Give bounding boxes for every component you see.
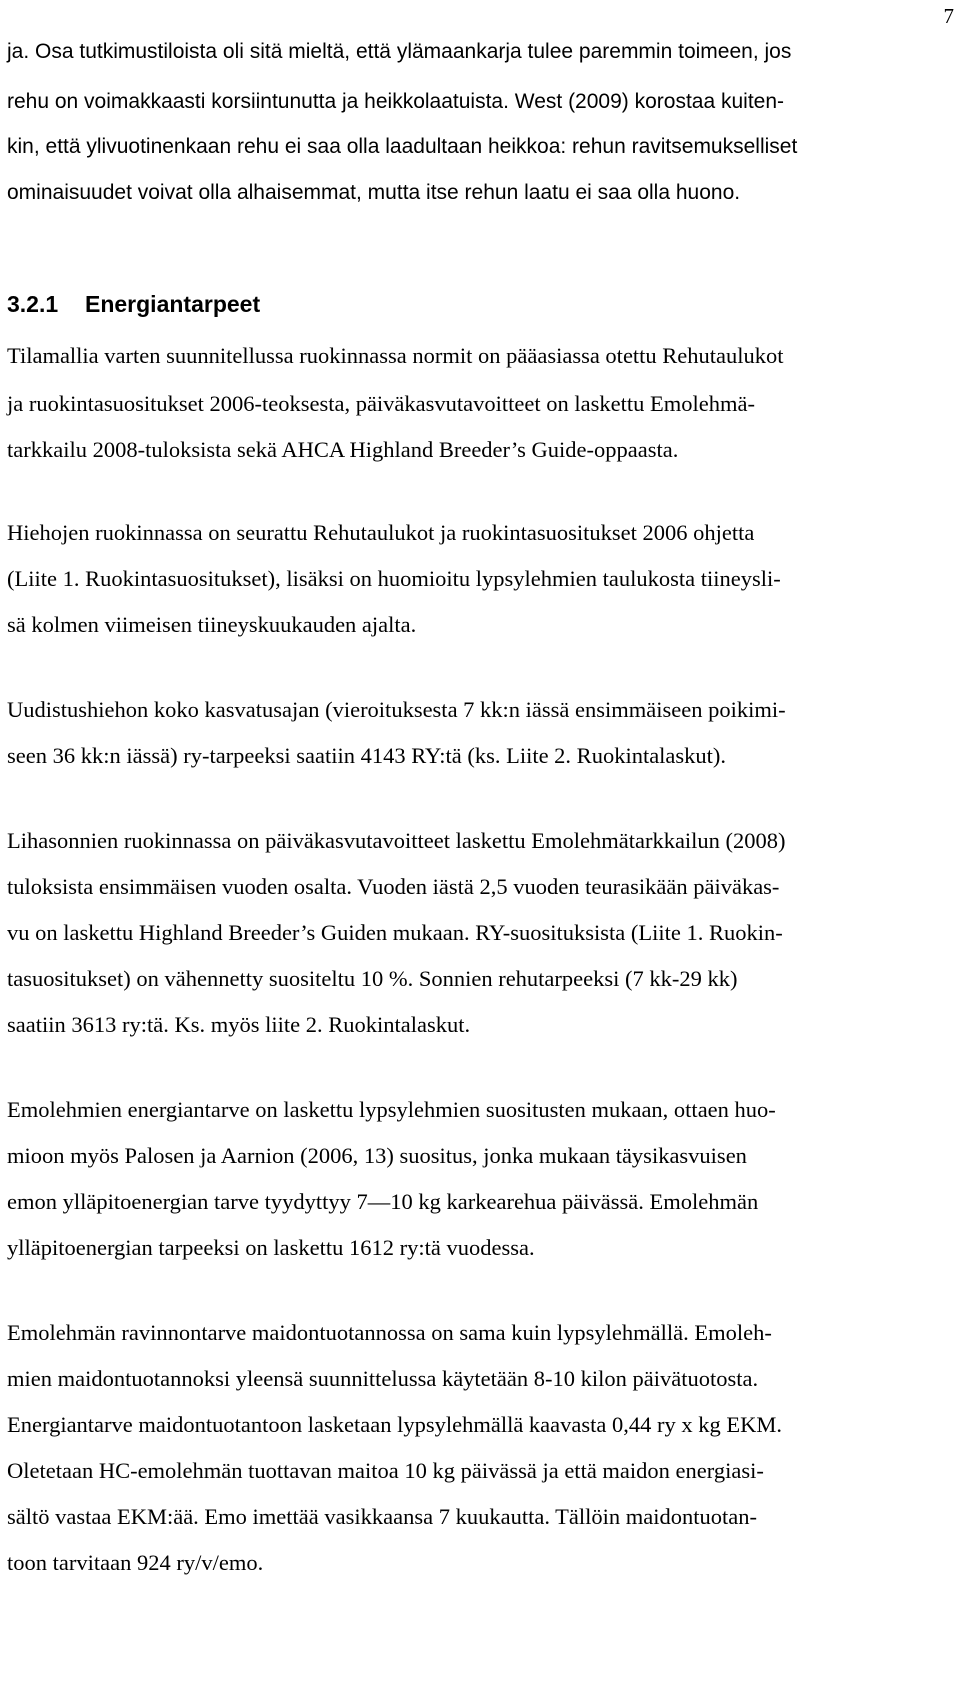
text-line: Emolehmän ravinnontarve maidontuotannossa on sama kuin lypsylehmällä. Emoleh- — [7, 1320, 772, 1345]
text-line: ja ruokintasuositukset 2006-teoksesta, päiväkasvutavoitteet on laskettu Emolehmä- — [7, 391, 755, 416]
text-line: Uudistushiehon koko kasvatusajan (vieroituksesta 7 kk:n iässä ensimmäiseen poikimi- — [7, 697, 786, 722]
text-line: ja. Osa tutkimustiloista oli sitä mieltä, että ylämaankarja tulee paremmin toimeen, jos — [7, 40, 792, 63]
section-heading — [7, 291, 260, 317]
text-line: toon tarvitaan 924 ry/v/emo. — [7, 1550, 264, 1575]
text-line: seen 36 kk:n iässä) ry-tarpeeksi saatiin 4143 RY:tä (ks. Liite 2. Ruokintalaskut). — [7, 743, 727, 768]
text-line: Energiantarve maidontuotantoon lasketaan lypsylehmällä kaavasta 0,44 ry x kg EKM. — [7, 1412, 782, 1437]
text-line: ylläpitoenergian tarpeeksi on laskettu 1612 ry:tä vuodessa. — [7, 1235, 535, 1260]
text-line: tasuositukset) on vähennetty suositeltu 10 %. Sonnien rehutarpeeksi (7 kk-29 kk) — [7, 966, 738, 991]
text-line: Lihasonnien ruokinnassa on päiväkasvutavoitteet laskettu Emolehmätarkkailun (2008) — [7, 828, 786, 853]
text-line: kin, että ylivuotinenkaan rehu ei saa olla laadultaan heikkoa: rehun ravitsemukselliset — [7, 135, 798, 158]
text-line: Tilamallia varten suunnitellussa ruokinnassa normit on pääasiassa otettu Rehutaulukot — [7, 343, 784, 368]
text-line: vu on laskettu Highland Breeder’s Guiden mukaan. RY-suosituksista (Liite 1. Ruokin- — [7, 920, 783, 945]
text-line: mioon myös Palosen ja Aarnion (2006, 13) suositus, jonka mukaan täysikasvuisen — [7, 1143, 747, 1168]
text-line: rehu on voimakkaasti korsiintunutta ja heikkolaatuista. West (2009) korostaa kuiten- — [7, 90, 785, 113]
text-line: Oletetaan HC-emolehmän tuottavan maitoa 10 kg päivässä ja että maidon energiasi- — [7, 1458, 764, 1483]
text-line: ominaisuudet voivat olla alhaisemmat, mutta itse rehun laatu ei saa olla huono. — [7, 181, 741, 204]
text-line: mien maidontuotannoksi yleensä suunnittelussa käytetään 8-10 kilon päivätuotosta. — [7, 1366, 759, 1391]
text-line: tarkkailu 2008-tuloksista sekä AHCA Highland Breeder’s Guide-oppaasta. — [7, 437, 679, 462]
text-line: emon ylläpitoenergian tarve tyydyttyy 7—10 kg karkearehua päivässä. Emolehmän — [7, 1189, 759, 1214]
text-line: tuloksista ensimmäisen vuoden osalta. Vuoden iästä 2,5 vuoden teurasikään päiväkas- — [7, 874, 780, 899]
text-line: (Liite 1. Ruokintasuositukset), lisäksi on huomioitu lypsylehmien taulukosta tiineysli- — [7, 566, 781, 591]
text-line: Hiehojen ruokinnassa on seurattu Rehutaulukot ja ruokintasuositukset 2006 ohjetta — [7, 520, 755, 545]
section-title: Energiantarpeet — [85, 291, 261, 317]
section-number: 3.2.1 — [7, 291, 59, 317]
text-line: sältö vastaa EKM:ää. Emo imettää vasikkaansa 7 kuukautta. Tällöin maidontuotan- — [7, 1504, 758, 1529]
text-line: Emolehmien energiantarve on laskettu lypsylehmien suositusten mukaan, ottaen huo- — [7, 1097, 776, 1122]
text-line: saatiin 3613 ry:tä. Ks. myös liite 2. Ruokintalaskut. — [7, 1012, 471, 1037]
text-line: sä kolmen viimeisen tiineyskuukauden ajalta. — [7, 612, 417, 637]
page-number: 7 — [943, 4, 954, 28]
